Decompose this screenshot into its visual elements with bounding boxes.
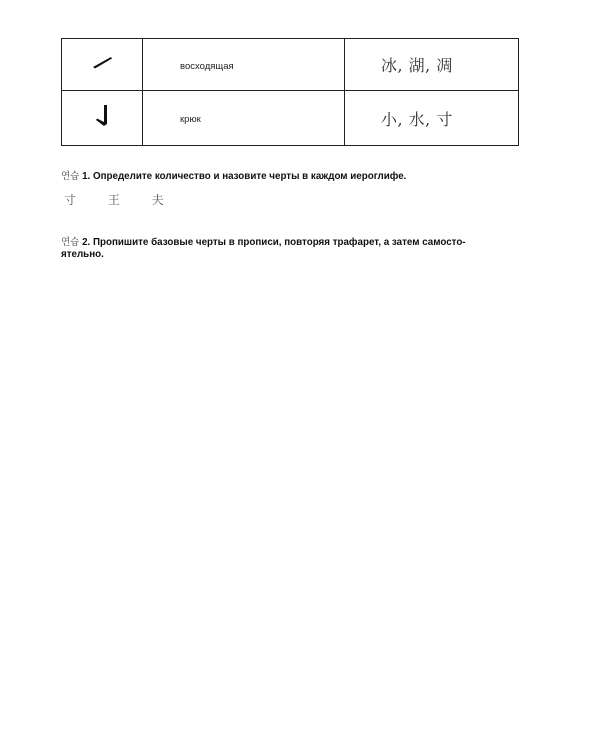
glyph-cell xyxy=(62,39,143,91)
stroke-name: восходящая xyxy=(180,60,234,72)
exercise-1-characters xyxy=(64,191,192,208)
stroke-name-cell xyxy=(143,91,345,146)
exercise-tag: 연습 xyxy=(61,237,80,248)
examples-cell xyxy=(345,39,519,91)
stroke-name: крюк xyxy=(180,114,201,125)
exercise-2-text-line1: 2. Пропишите базовые черты в прописи, повторяя трафарет, а затем самосто- xyxy=(82,237,466,248)
character: 寸 xyxy=(64,193,77,207)
exercise-1-text: 1. Определите количество и назовите черты в каждом иероглифе. xyxy=(82,171,407,182)
stroke-examples: 小, 水, 寸 xyxy=(381,109,453,129)
exercise-1-heading xyxy=(61,171,531,183)
exercise-tag: 연습 xyxy=(61,171,80,182)
stroke-examples: 冰, 湖, 凋 xyxy=(381,56,453,75)
stroke-table xyxy=(61,38,519,146)
rising-stroke-icon xyxy=(87,52,117,72)
character: 夫 xyxy=(151,193,164,207)
table-row xyxy=(62,91,519,146)
hook-stroke-icon xyxy=(87,102,117,130)
exercise-2-text-line2: ятельно. xyxy=(61,249,104,260)
glyph-cell xyxy=(62,91,143,146)
character: 王 xyxy=(107,193,120,207)
table-row xyxy=(62,39,519,91)
stroke-name-cell xyxy=(143,39,345,91)
examples-cell xyxy=(345,91,519,146)
exercise-2-heading xyxy=(61,237,531,261)
